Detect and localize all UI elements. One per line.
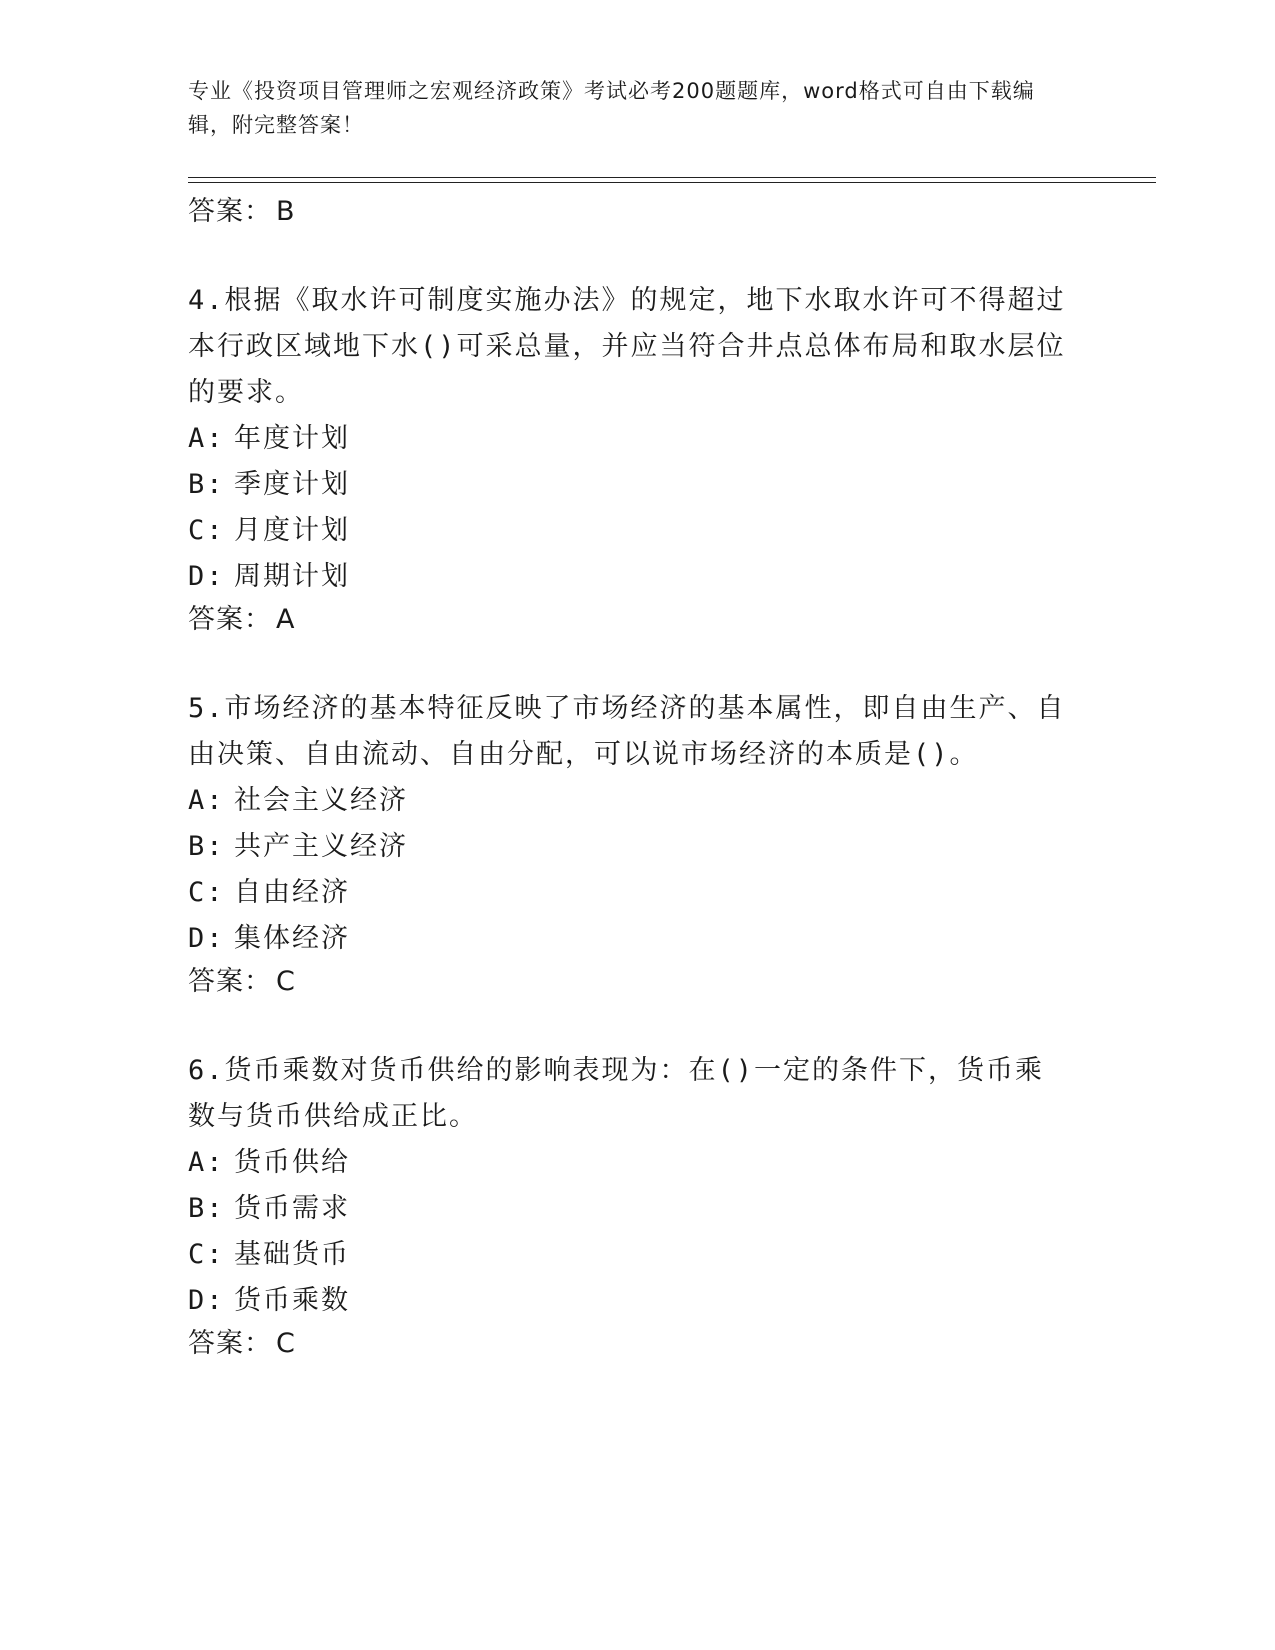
question-text: 5.市场经济的基本特征反映了市场经济的基本属性，即自由生产、自由决策、自由流动、自由分配，可以说市场经济的本质是()。 [188, 693, 1066, 770]
option-label: B: [188, 1193, 225, 1224]
option-text: 周期计划 [234, 561, 350, 592]
option-text: 社会主义经济 [234, 785, 408, 816]
answer-line [188, 600, 1068, 640]
answer-label: 答案： [188, 604, 272, 635]
answer-label: 答案： [188, 1328, 272, 1359]
question-5 [188, 686, 1068, 1002]
option-b [188, 462, 1068, 508]
document-body [188, 192, 1068, 1364]
option-text: 共产主义经济 [234, 831, 408, 862]
option-b [188, 1186, 1068, 1232]
option-text: 货币需求 [234, 1193, 350, 1224]
option-label: B: [188, 831, 225, 862]
option-label: D: [188, 561, 225, 592]
option-d [188, 554, 1068, 600]
answer-label: 答案： [188, 196, 272, 227]
option-a [188, 778, 1068, 824]
answer-label: 答案： [188, 966, 272, 997]
option-text: 基础货币 [234, 1239, 350, 1270]
option-a [188, 1140, 1068, 1186]
option-text: 货币供给 [234, 1147, 350, 1178]
option-text: 年度计划 [234, 423, 350, 454]
header-rule-bottom [188, 182, 1156, 183]
option-text: 月度计划 [234, 515, 350, 546]
option-label: A: [188, 785, 225, 816]
option-c [188, 508, 1068, 554]
option-text: 自由经济 [234, 877, 350, 908]
answer-line [188, 1324, 1068, 1364]
document-header [188, 74, 1078, 142]
option-label: C: [188, 877, 225, 908]
option-label: D: [188, 1285, 225, 1316]
answer-line [188, 192, 1068, 232]
option-c [188, 1232, 1068, 1278]
header-text: 专业《投资项目管理师之宏观经济政策》考试必考200题题库，word格式可自由下载编辑，附完整答案！ [188, 79, 1035, 137]
question-text: 4.根据《取水许可制度实施办法》的规定，地下水取水许可不得超过本行政区域地下水()可采总量，并应当符合井点总体布局和取水层位的要求。 [188, 285, 1066, 408]
answer-value: A [276, 604, 296, 635]
answer-value: C [276, 1328, 296, 1359]
option-label: C: [188, 1239, 225, 1270]
answer-value: C [276, 966, 296, 997]
option-d [188, 1278, 1068, 1324]
option-text: 季度计划 [234, 469, 350, 500]
question-text: 6.货币乘数对货币供给的影响表现为：在()一定的条件下，货币乘数与货币供给成正比。 [188, 1055, 1045, 1132]
option-label: B: [188, 469, 225, 500]
option-d [188, 916, 1068, 962]
option-text: 货币乘数 [234, 1285, 350, 1316]
option-label: D: [188, 923, 225, 954]
option-label: A: [188, 1147, 225, 1178]
option-label: A: [188, 423, 225, 454]
header-rule-top [188, 177, 1156, 178]
answer-line [188, 962, 1068, 1002]
option-a [188, 416, 1068, 462]
answer-value: B [276, 196, 296, 227]
option-text: 集体经济 [234, 923, 350, 954]
question-6 [188, 1048, 1068, 1364]
question-4 [188, 278, 1068, 640]
option-c [188, 870, 1068, 916]
option-label: C: [188, 515, 225, 546]
option-b [188, 824, 1068, 870]
